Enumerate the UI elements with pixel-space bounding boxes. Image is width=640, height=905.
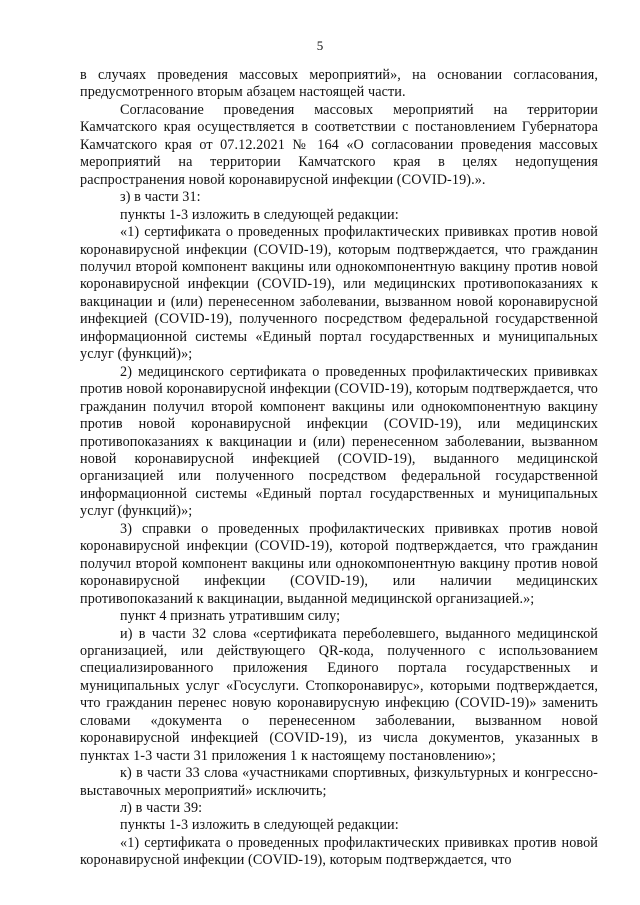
page-number: 5	[316, 38, 324, 53]
paragraph: 2) медицинского сертификата о проведенных профилактических прививках против новой коронавирусной инфекции (COVID-19), которым подтверждается, что гражданин получил второй компонент вакцины или однокомпонентную вакцину против новой коронавирусной инфекции (COVID-19), или медицинских противопоказаниях к вакцинации и (или) перенесенном заболевании, вызванном новой коронавирусной инфекцией (COVID-19), выданного медицинской организацией или полученного посредством федеральной государственной информационной системы «Единый портал государственных и муниципальных услуг (функций)»;	[80, 363, 598, 520]
paragraph: «1) сертификата о проведенных профилактических прививках против новой коронавирусной инфекции (COVID-19), которым подтверждается, что гражданин получил второй компонент вакцины или однокомпонентную вакцину против новой коронавирусной инфекции (COVID-19), или медицинских противопоказаниях к вакцинации и (или) перенесенном заболевании, вызванном новой коронавирусной инфекцией (COVID-19), полученного посредством федеральной государственной информационной системы «Единый портал государственных и муниципальных услуг (функций)»;	[80, 224, 598, 363]
document-body	[80, 67, 598, 870]
paragraph: пункт 4 признать утратившим силу;	[120, 608, 341, 625]
paragraph: в случаях проведения массовых мероприятий», на основании согласования, предусмотренного вторым абзацем настоящей части.	[80, 67, 598, 101]
paragraph: 3) справки о проведенных профилактических прививках против новой коронавирусной инфекции (COVID-19), которой подтверждается, что гражданин получил второй компонент вакцины или однокомпонентную вакцину против новой коронавирусной инфекции (COVID-19), или наличии медицинских противопоказаний к вакцинации, выданной медицинской организацией.»;	[80, 520, 598, 607]
paragraph: л) в части 39:	[120, 800, 203, 817]
paragraph: з) в части 31:	[120, 189, 201, 206]
paragraph: Согласование проведения массовых мероприятий на территории Камчатского края осуществляется в соответствии с постановлением Губернатора Камчатского края от 07.12.2021 № 164 «О согласовании проведения массовых мероприятий на территории Камчатского края в целях недопущения распространения новой коронавирусной инфекции (COVID-19).».	[80, 101, 598, 188]
paragraph: и) в части 32 слова «сертификата переболевшего, выданного медицинской организацией, или действующего QR-кода, полученного с использованием специализированного приложения Единого портала государственных и муниципальных услуг «Госуслуги. Стопкоронавирус», которыми подтверждается, что гражданин перенес новую коронавирусную инфекцию (COVID-19)» заменить словами «документа о перенесенном заболевании, вызванном новой коронавирусной инфекцией (COVID-19), из числа документов, указанных в пунктах 1-3 части 31 приложения 1 к настоящему постановлению»;	[80, 625, 598, 764]
paragraph: «1) сертификата о проведенных профилактических прививках против новой коронавирусной инфекции (COVID-19), которым подтверждается, что	[80, 834, 598, 869]
paragraph: к) в части 33 слова «участниками спортивных, физкультурных и конгрессно-выставочных мероприятий» исключить;	[80, 765, 598, 799]
paragraph: пункты 1-3 изложить в следующей редакции:	[120, 206, 399, 223]
paragraph: пункты 1-3 изложить в следующей редакции:	[120, 817, 399, 834]
